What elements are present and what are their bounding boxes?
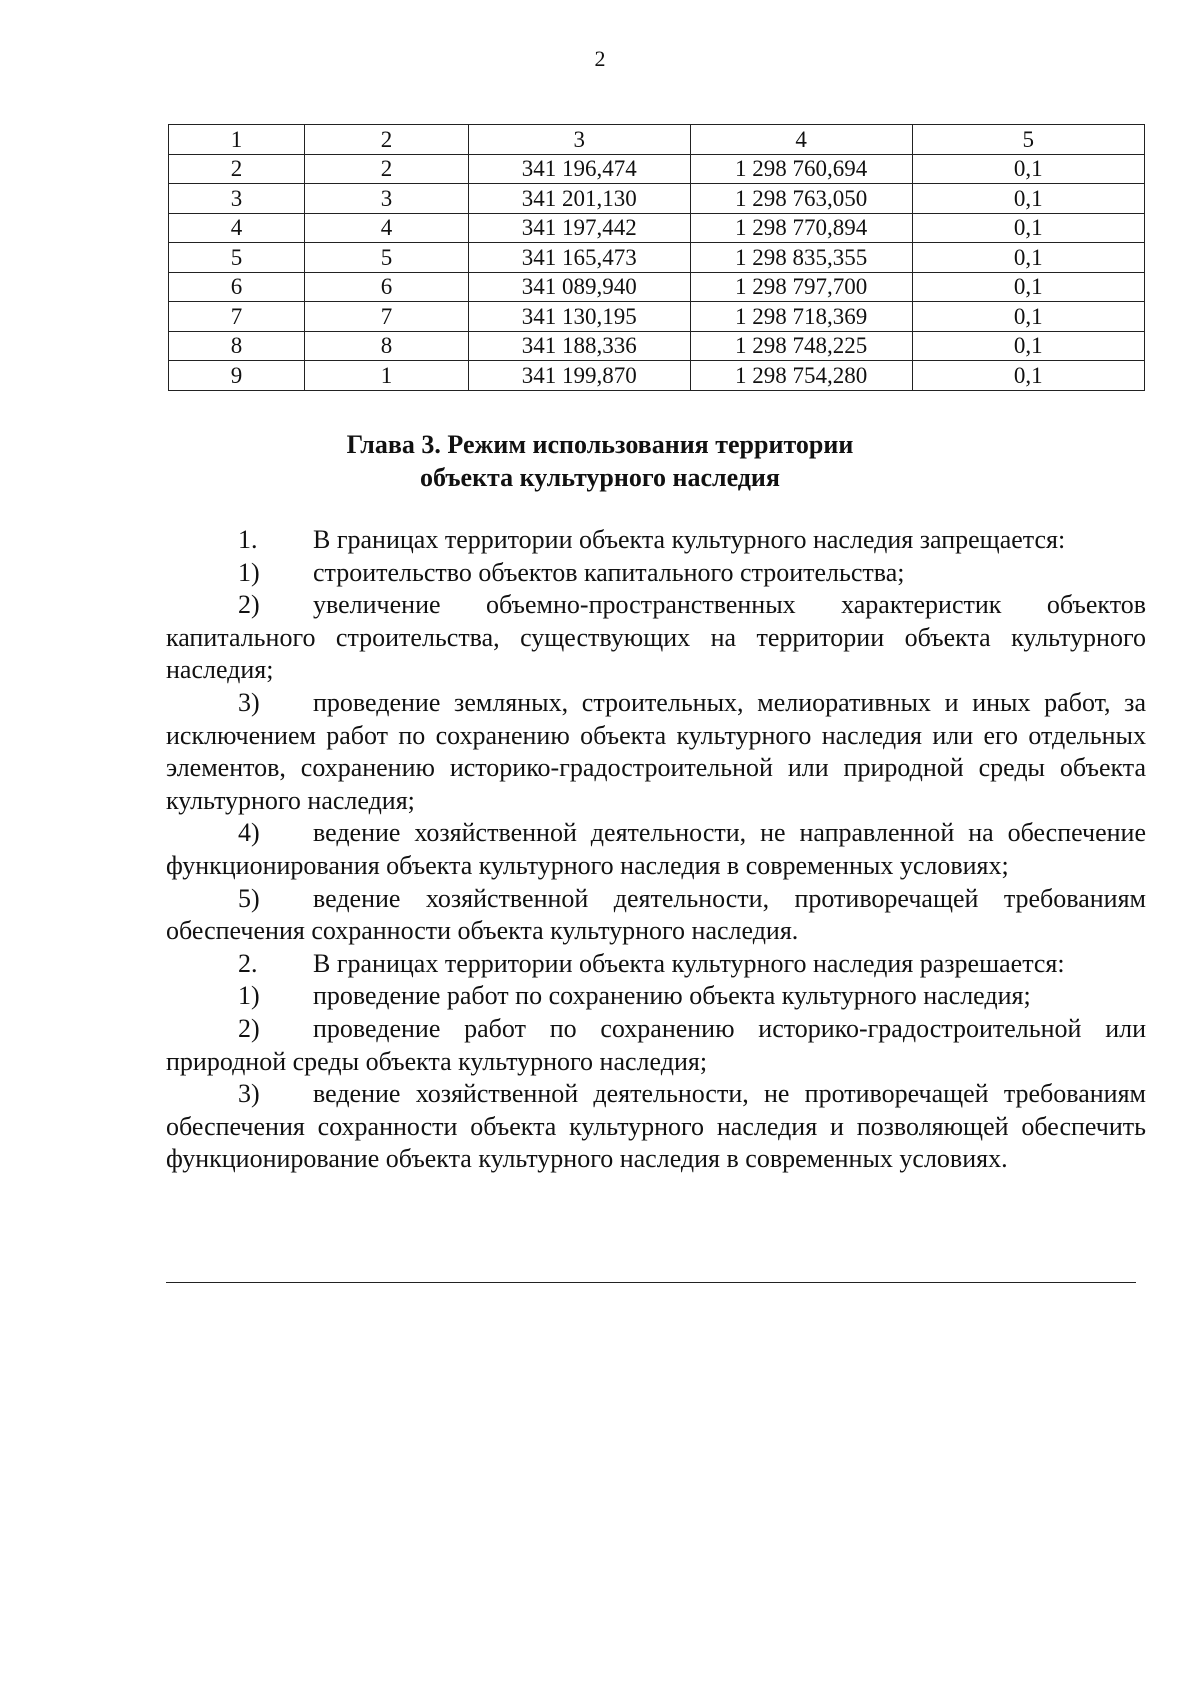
table-cell: 1 bbox=[305, 361, 469, 391]
table-cell: 341 196,474 bbox=[468, 154, 690, 184]
table-cell: 0,1 bbox=[912, 361, 1144, 391]
table-cell: 8 bbox=[169, 331, 305, 361]
clause-paragraph bbox=[166, 1013, 1146, 1078]
chapter-body bbox=[166, 524, 1146, 1176]
clause-text: проведение работ по сохранению историко-градостроительной или природной среды объекта культурного наследия; bbox=[166, 1013, 1146, 1076]
table-cell: 341 199,870 bbox=[468, 361, 690, 391]
clause-number: 2. bbox=[238, 948, 258, 978]
table-cell: 4 bbox=[305, 213, 469, 243]
clause-number: 4) bbox=[238, 818, 260, 848]
table-header-cell: 3 bbox=[468, 125, 690, 155]
chapter-title bbox=[0, 428, 1200, 494]
clause-number: 3) bbox=[238, 687, 260, 717]
table-header-cell: 1 bbox=[169, 125, 305, 155]
clause-paragraph bbox=[166, 817, 1146, 882]
table-header-cell: 2 bbox=[305, 125, 469, 155]
clause-text: проведение земляных, строительных, мелиоративных и иных работ, за исключением работ по сохранению объекта культурного наследия или его отдельных элементов, сохранению историко-градостроительной или природной среды объекта культурного наследия; bbox=[166, 687, 1146, 815]
clause-number: 1) bbox=[238, 981, 260, 1011]
clause-text: строительство объектов капитального строительства; bbox=[313, 557, 905, 587]
table-cell: 5 bbox=[305, 243, 469, 273]
table-cell: 6 bbox=[305, 272, 469, 302]
clause-text: ведение хозяйственной деятельности, не направленной на обеспечение функционирования объекта культурного наследия в современных условиях; bbox=[166, 818, 1146, 880]
clause-number: 1. bbox=[238, 525, 258, 554]
table-row bbox=[169, 154, 1145, 184]
clause-text: В границах территории объекта культурного наследия запрещается: bbox=[313, 525, 1066, 554]
clause-paragraph bbox=[166, 557, 1146, 590]
table-cell: 1 298 763,050 bbox=[690, 184, 912, 214]
clause-paragraph bbox=[166, 883, 1146, 948]
chapter-title-line: объекта культурного наследия bbox=[420, 463, 780, 492]
table-cell: 1 298 835,355 bbox=[690, 243, 912, 273]
clause-text: увеличение объемно-пространственных характеристик объектов капитального строительства, существующих на территории объекта культурного наследия; bbox=[166, 590, 1146, 685]
clause-paragraph bbox=[166, 589, 1146, 687]
table-cell: 0,1 bbox=[912, 154, 1144, 184]
clause-number: 1) bbox=[238, 557, 260, 587]
table-row bbox=[169, 184, 1145, 214]
table-cell: 7 bbox=[169, 302, 305, 332]
clause-number: 2) bbox=[238, 590, 260, 620]
table-cell: 2 bbox=[305, 154, 469, 184]
clause-number: 2) bbox=[238, 1013, 260, 1043]
clause-text: В границах территории объекта культурного наследия разрешается: bbox=[313, 948, 1065, 978]
clause-text: ведение хозяйственной деятельности, не противоречащей требованиям обеспечения сохранности объекта культурного наследия и позволяющей обеспечить функционирование объекта культурного наследия в современных условиях. bbox=[166, 1079, 1146, 1174]
table-cell: 9 bbox=[169, 361, 305, 391]
page-number: 2 bbox=[594, 46, 606, 71]
table-cell: 0,1 bbox=[912, 331, 1144, 361]
table-row bbox=[169, 302, 1145, 332]
table-cell: 4 bbox=[169, 213, 305, 243]
table-cell: 1 298 718,369 bbox=[690, 302, 912, 332]
table-cell: 3 bbox=[169, 184, 305, 214]
chapter-title-line: Глава 3. Режим использования территории bbox=[346, 430, 854, 459]
table-cell: 1 298 797,700 bbox=[690, 272, 912, 302]
clause-number: 3) bbox=[238, 1079, 260, 1109]
clause-paragraph bbox=[166, 1078, 1146, 1176]
table-header-cell: 5 bbox=[912, 125, 1144, 155]
clause-paragraph bbox=[166, 687, 1146, 817]
table-row bbox=[169, 361, 1145, 391]
table-cell: 3 bbox=[305, 184, 469, 214]
table-cell: 7 bbox=[305, 302, 469, 332]
table-row bbox=[169, 272, 1145, 302]
table-header-row bbox=[169, 125, 1145, 155]
clause-text: проведение работ по сохранению объекта культурного наследия; bbox=[313, 981, 1031, 1011]
table-cell: 0,1 bbox=[912, 302, 1144, 332]
table-cell: 0,1 bbox=[912, 213, 1144, 243]
table-header-cell: 4 bbox=[690, 125, 912, 155]
coordinates-table bbox=[168, 124, 1145, 391]
table-cell: 341 130,195 bbox=[468, 302, 690, 332]
table-cell: 5 bbox=[169, 243, 305, 273]
table-cell: 1 298 754,280 bbox=[690, 361, 912, 391]
table-row bbox=[169, 331, 1145, 361]
table-cell: 2 bbox=[169, 154, 305, 184]
end-of-document-line bbox=[166, 1282, 1136, 1283]
table-cell: 1 298 748,225 bbox=[690, 331, 912, 361]
clause-paragraph bbox=[166, 980, 1146, 1013]
table-cell: 0,1 bbox=[912, 243, 1144, 273]
table-row bbox=[169, 213, 1145, 243]
table-cell: 0,1 bbox=[912, 184, 1144, 214]
table-cell: 341 165,473 bbox=[468, 243, 690, 273]
table-cell: 341 197,442 bbox=[468, 213, 690, 243]
table-cell: 8 bbox=[305, 331, 469, 361]
table-cell: 0,1 bbox=[912, 272, 1144, 302]
clause-paragraph bbox=[166, 948, 1146, 981]
table-cell: 341 201,130 bbox=[468, 184, 690, 214]
table-cell: 6 bbox=[169, 272, 305, 302]
clause-number: 5) bbox=[238, 883, 260, 913]
table-cell: 1 298 760,694 bbox=[690, 154, 912, 184]
table-cell: 341 089,940 bbox=[468, 272, 690, 302]
table-row bbox=[169, 243, 1145, 273]
clause-paragraph bbox=[166, 524, 1146, 557]
clause-text: ведение хозяйственной деятельности, противоречащей требованиям обеспечения сохранности объекта культурного наследия. bbox=[166, 883, 1146, 946]
table-cell: 1 298 770,894 bbox=[690, 213, 912, 243]
table-cell: 341 188,336 bbox=[468, 331, 690, 361]
